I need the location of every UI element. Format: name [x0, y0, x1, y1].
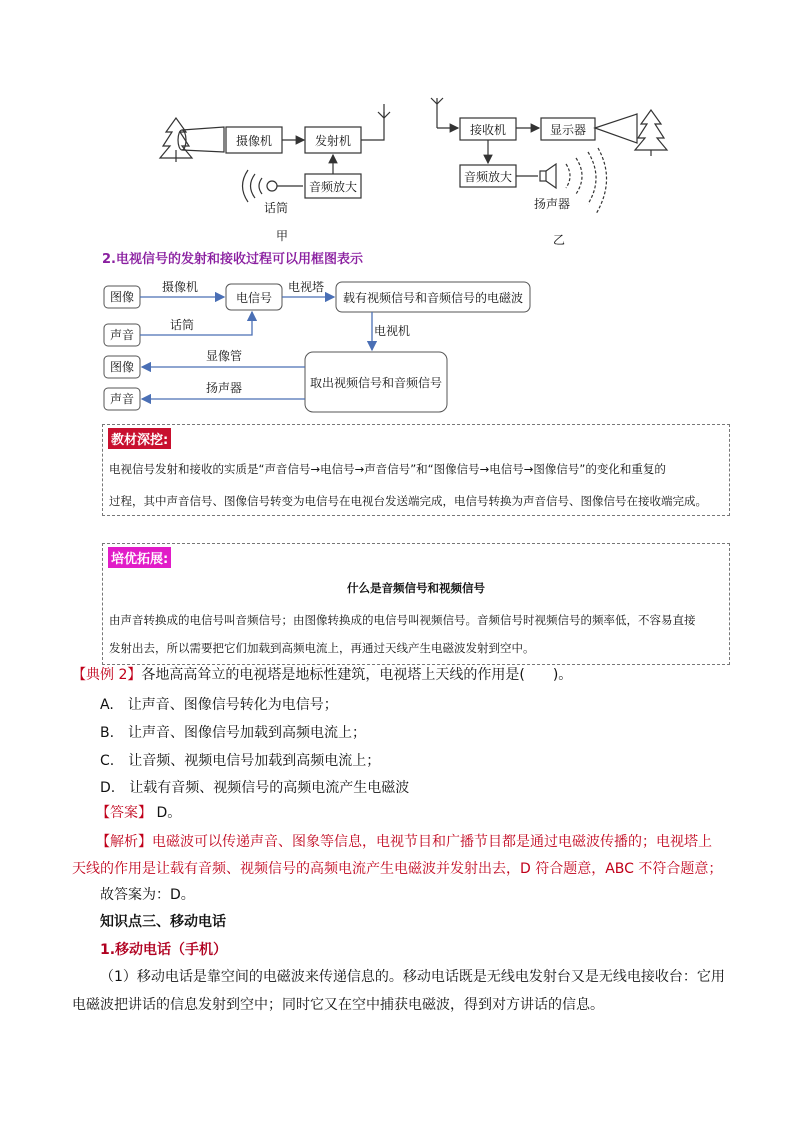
textbook-deep-dive-box — [102, 424, 730, 516]
screen-cone-icon — [595, 114, 637, 143]
option-c: C. 让音频、视频电信号加载到高频电流上； — [100, 753, 381, 769]
section3-line2: 电磁波把讲话的信息发射到空中；同时它又在空中捕获电磁波，得到对方讲话的信息。 — [72, 997, 604, 1013]
textbook-deep-dive-tag: 教材深挖: — [108, 428, 171, 449]
microphone-icon — [243, 170, 304, 202]
extension-title: 什么是音频信号和视频信号 — [347, 581, 485, 595]
example-tag: 【典例 2】 — [72, 667, 142, 683]
example-question-text: 各地高高耸立的电视塔是地标性建筑，电视塔上天线的作用是( )。 — [141, 667, 573, 683]
option-b: B. 让声音、图像信号加载到高频电流上； — [100, 725, 367, 741]
extract-box-label: 取出视频信号和音频信号 — [309, 376, 443, 390]
extension-box — [102, 543, 730, 665]
note2-line1: 由声音转换成的电信号叫音频信号；由图像转换成的电信号叫视频信号。音频信号时视频信号的频率低，不容易直接 — [109, 613, 696, 627]
sound-in-label: 声音 — [109, 328, 135, 342]
antenna-icon — [361, 104, 390, 140]
tv-signal-flow-chart — [0, 270, 794, 420]
section2-title: 2.电视信号的发射和接收过程可以用框图表示 — [102, 252, 363, 267]
arrow-camera-label: 摄像机 — [161, 280, 199, 294]
audio-amp-label-left: 音频放大 — [308, 180, 358, 194]
section3-line1: （1）移动电话是靠空间的电磁波来传递信息的。移动电话既是无线电发射台又是无线电接收台：它用 — [100, 969, 725, 985]
sound-out-label: 声音 — [109, 392, 135, 406]
note2-line2: 发射出去，所以需要把它们加载到高频电流上，再通过天线产生电磁波发射到空中。 — [109, 641, 535, 655]
mic-label: 话筒 — [263, 201, 289, 215]
conclusion: 故答案为：D。 — [100, 887, 195, 903]
receiver-label: 接收机 — [469, 123, 507, 137]
caption-jia: 甲 — [275, 229, 289, 243]
option-d: D. 让载有音频、视频信号的高频电流产生电磁波 — [100, 780, 410, 796]
tv-transmit-receive-diagram — [0, 0, 794, 250]
answer-tag: 【答案】 — [96, 805, 152, 821]
electric-signal-label: 电信号 — [235, 291, 273, 305]
analysis-tag: 【解析】 — [96, 834, 152, 850]
transmitter-label: 发射机 — [314, 134, 352, 148]
arrow-tower-label: 电视塔 — [287, 280, 325, 294]
caption-yi: 乙 — [552, 233, 566, 247]
note1-line1: 电视信号发射和接收的实质是“声音信号→电信号→声音信号”和“图像信号→电信号→图像信号”的变化和重复的 — [109, 462, 666, 476]
camera-label: 摄像机 — [235, 134, 273, 148]
antenna-icon — [431, 98, 458, 128]
arrow-tv-label: 电视机 — [373, 324, 411, 338]
arrow-speaker-label: 扬声器 — [205, 381, 243, 395]
answer-line — [96, 802, 181, 822]
tree-icon — [160, 118, 192, 162]
image-in-label: 图像 — [109, 290, 135, 304]
section3-subtitle: 1.移动电话（手机） — [100, 942, 228, 958]
audio-amp-label-right: 音频放大 — [463, 170, 513, 184]
analysis-line1 — [96, 831, 712, 851]
answer-text: D。 — [152, 805, 182, 821]
display-label: 显示器 — [549, 123, 587, 137]
tree-icon — [635, 110, 667, 156]
section3-title: 知识点三、移动电话 — [100, 914, 226, 930]
note1-line2: 过程，其中声音信号、图像信号转变为电信号在电视台发送端完成，电信号转换为声音信号、图像信号在接收端完成。 — [109, 494, 707, 508]
arrow-mic-label: 话筒 — [169, 318, 195, 332]
extension-tag: 培优拓展: — [108, 547, 171, 568]
wave-box-label: 载有视频信号和音频信号的电磁波 — [342, 291, 524, 305]
analysis-line2: 天线的作用是让载有音频、视频信号的高频电流产生电磁波并发射出去，D 符合题意，ABC 不符合题意； — [72, 861, 723, 877]
option-a: A. 让声音、图像信号转化为电信号； — [100, 697, 338, 713]
example-question — [72, 664, 572, 684]
image-out-label: 图像 — [109, 360, 135, 374]
speaker-label: 扬声器 — [533, 197, 571, 211]
arrow-tube-label: 显像管 — [205, 349, 243, 363]
analysis-text-1: 电磁波可以传递声音、图象等信息，电视节目和广播节目都是通过电磁波传播的；电视塔上 — [152, 834, 712, 850]
